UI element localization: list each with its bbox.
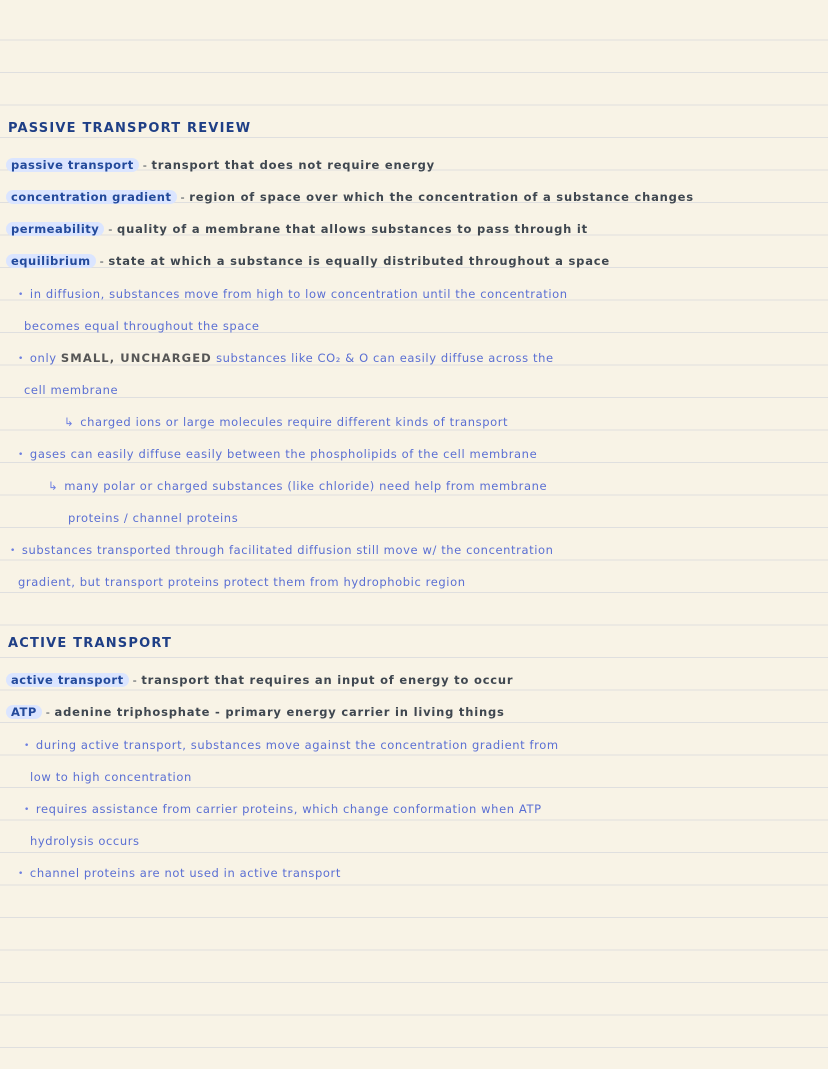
note-text: substances transported through facilitated diffusion still move w/ the concentration — [21, 543, 554, 557]
note-text: channel proteins are not used in active transport — [29, 866, 341, 880]
note-text: during active transport, substances move against the concentration gradient from — [35, 738, 559, 752]
note-diffusion-1 — [18, 286, 568, 304]
term-passive-transport: passive transport — [6, 158, 139, 172]
term-equilibrium: equilibrium — [6, 254, 96, 268]
term-active-transport: active transport — [6, 673, 129, 687]
definition-text-atp: adenine triphosphate - primary energy carrier in living things — [54, 705, 505, 719]
section-title-passive-transport: PASSIVE TRANSPORT REVIEW — [8, 121, 252, 136]
bullet-icon: • — [18, 354, 24, 364]
note-text: charged ions or large molecules require different kinds of transport — [80, 415, 509, 429]
note-channel-proteins — [18, 865, 341, 883]
note-text: requires assistance from carrier proteins, which change conformation when ATP — [35, 802, 542, 816]
subnote-charged-ions — [64, 414, 508, 430]
definition-separator: - — [180, 190, 186, 204]
note-text: many polar or charged substances (like chloride) need help from membrane — [64, 479, 548, 493]
note-facilitated-diffusion-cont — [18, 574, 466, 590]
arrow-icon: ↳ — [48, 479, 59, 493]
definition-permeability — [6, 221, 588, 237]
note-text: gases can easily diffuse easily between the phospholipids of the cell membrane — [29, 447, 538, 461]
definition-separator: - — [142, 158, 148, 172]
definition-passive-transport — [6, 157, 435, 173]
term-atp: ATP — [6, 705, 42, 719]
note-text: becomes equal throughout the space — [24, 319, 260, 333]
note-text: cell membrane — [24, 383, 119, 397]
term-permeability: permeability — [6, 222, 104, 236]
subnote-polar-charged-cont — [68, 510, 238, 526]
definition-separator: - — [108, 222, 114, 236]
note-small-uncharged — [18, 350, 554, 368]
note-text: hydrolysis occurs — [30, 834, 140, 848]
note-facilitated-diffusion — [10, 542, 554, 560]
note-carrier-proteins-cont — [30, 833, 140, 849]
note-small-uncharged-cont — [24, 382, 118, 398]
term-concentration-gradient: concentration gradient — [6, 190, 177, 204]
note-text: only — [29, 351, 57, 365]
note-active-transport-1 — [24, 737, 559, 755]
definition-active-transport — [6, 672, 513, 688]
definition-text-passive-transport: transport that does not require energy — [151, 158, 435, 172]
bullet-icon: • — [18, 290, 24, 300]
definition-equilibrium — [6, 253, 610, 269]
note-text-highlight: SMALL, UNCHARGED — [60, 351, 212, 365]
note-text: low to high concentration — [30, 770, 192, 784]
definition-concentration-gradient — [6, 189, 694, 205]
arrow-icon: ↳ — [64, 415, 75, 429]
bullet-icon: • — [18, 869, 24, 879]
note-text: in diffusion, substances move from high to low concentration until the concentration — [29, 287, 568, 301]
note-text: proteins / channel proteins — [68, 511, 239, 525]
definition-text-concentration-gradient: region of space over which the concentration of a substance changes — [189, 190, 694, 204]
definition-separator: - — [132, 673, 138, 687]
subnote-polar-charged — [48, 478, 547, 494]
bullet-icon: • — [10, 546, 16, 556]
definition-text-permeability: quality of a membrane that allows substances to pass through it — [117, 222, 588, 236]
bullet-icon: • — [24, 741, 30, 751]
definition-separator: - — [45, 705, 51, 719]
definition-text-active-transport: transport that requires an input of energy to occur — [141, 673, 514, 687]
note-text: substances like CO₂ & O can easily diffuse across the — [216, 351, 554, 365]
note-active-transport-1-cont — [30, 769, 192, 785]
note-text: gradient, but transport proteins protect them from hydrophobic region — [18, 575, 466, 589]
note-carrier-proteins — [24, 801, 542, 819]
bullet-icon: • — [24, 805, 30, 815]
note-gases — [18, 446, 537, 464]
section-title-active-transport: ACTIVE TRANSPORT — [8, 636, 173, 651]
definition-separator: - — [99, 254, 105, 268]
bullet-icon: • — [18, 450, 24, 460]
definition-text-equilibrium: state at which a substance is equally distributed throughout a space — [108, 254, 610, 268]
definition-atp — [6, 704, 505, 720]
note-diffusion-1-cont — [24, 318, 260, 334]
